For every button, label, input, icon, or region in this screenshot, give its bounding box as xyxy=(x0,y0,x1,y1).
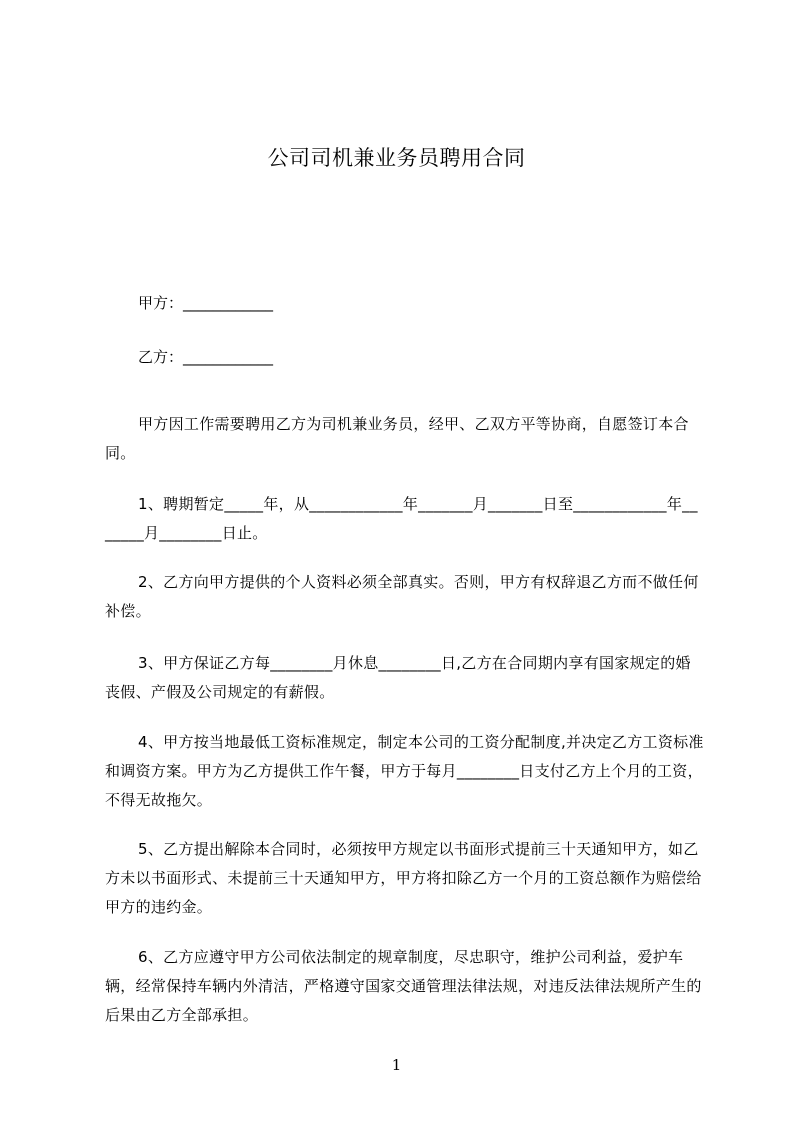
party-b-line: 乙方：____________ xyxy=(138,348,274,366)
clause-1-paragraph: 1、聘期暂定_____年，从____________年_______月_______日至____________年_______月________日止。 xyxy=(105,495,698,542)
contract-intro-paragraph: 甲方因工作需要聘用乙方为司机兼业务员，经甲、乙双方平等协商，自愿签订本合同。 xyxy=(105,415,689,462)
party-a-line: 甲方：____________ xyxy=(138,294,274,312)
clause-3-paragraph: 3、甲方保证乙方每________月休息________日,乙方在合同期内享有国家规定的婚丧假、产假及公司规定的有薪假。 xyxy=(105,654,691,701)
clause-6-paragraph: 6、乙方应遵守甲方公司依法制定的规章制度，尽忠职守，维护公司利益，爱护车辆，经常保持车辆内外清洁，严格遵守国家交通管理法律法规，对违反法律法规所产生的后果由乙方全部承担。 xyxy=(105,948,702,1024)
document-title: 公司司机兼业务员聘用合同 xyxy=(267,146,526,170)
page-number: 1 xyxy=(391,1056,402,1074)
clause-5-paragraph: 5、乙方提出解除本合同时，必须按甲方规定以书面形式提前三十天通知甲方，如乙方未以书面形式、未提前三十天通知甲方，甲方将扣除乙方一个月的工资总额作为赔偿给甲方的违约金。 xyxy=(105,840,702,916)
clause-4-paragraph: 4、甲方按当地最低工资标准规定，制定本公司的工资分配制度,并决定乙方工资标准和调资方案。甲方为乙方提供工作午餐，甲方于每月________日支付乙方上个月的工资，不得无故拖欠。 xyxy=(105,733,704,809)
clause-2-paragraph: 2、乙方向甲方提供的个人资料必须全部真实。否则，甲方有权辞退乙方而不做任何补偿。 xyxy=(105,573,699,620)
